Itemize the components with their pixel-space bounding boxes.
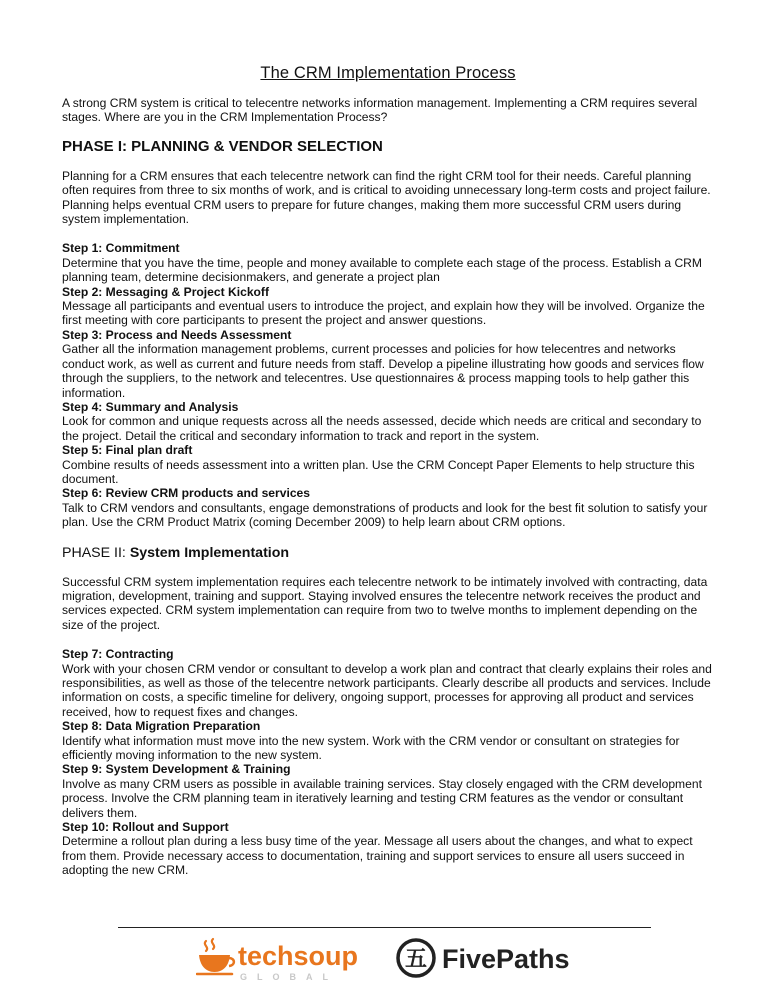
techsoup-sub-wordmark: GLOBAL [240, 972, 338, 982]
step-title: Step 10: Rollout and Support [62, 820, 229, 835]
fivepaths-wordmark: FivePaths [442, 944, 570, 974]
step-body: Identify what information must move into the new system. Work with the CRM vendor or consultant on strategies for efficiently moving information to the new system. [62, 733, 680, 763]
step-body: Work with your chosen CRM vendor or consultant to develop a work plan and contract that clearly explains their roles and responsibilities, as well as those of the telecentre network participants. Clearly describe all products and services. Include information on costs, a specific timeline for delivery, ongoing support, processes for approving all product and services received, how to request fixes and changes. [62, 661, 712, 719]
cup-icon [197, 939, 234, 974]
phase2-heading [62, 545, 714, 561]
step-body: Determine that you have the time, people and money available to complete each stage of the process. Establish a CRM planning team, determine decisionmakers, and generate a project plan [62, 255, 702, 285]
step-body: Talk to CRM vendors and consultants, engage demonstrations of products and look for the best fit solution to satisfy your plan. Use the CRM Product Matrix (coming December 2009) to help learn about CRM options. [62, 500, 708, 530]
fivepaths-emblem-icon [398, 940, 434, 976]
step-body: Message all participants and eventual users to introduce the project, and explain how they will be involved. Organize the first meeting with core participants to present the project and answer questions. [62, 299, 705, 328]
step-title: Step 8: Data Migration Preparation [62, 719, 261, 734]
step-body: Involve as many CRM users as possible in available training services. Stay closely engaged with the CRM development process. Involve the CRM planning team in iteratively learning and testing CRM features as the vendor or consultant delivers them. [62, 776, 702, 820]
step-body: Gather all the information management problems, current processes and policies for how telecentres and networks conduct work, as well as current and future needs from staff. Develop a pipeline illustrating how goods and services flow through the suppliers, to the network and telecentres. Use questionnaires & process mapping tools to help gather this information. [62, 342, 704, 400]
step-item [62, 400, 714, 443]
step-item [62, 443, 714, 486]
step-body: Combine results of needs assessment into a written plan. Use the CRM Concept Paper Elements to help structure this document. [62, 457, 695, 486]
step-item [62, 486, 714, 529]
techsoup-wordmark: techsoup [238, 941, 359, 971]
phase1-steps [62, 241, 714, 529]
techsoup-logo [196, 935, 386, 983]
footer-divider [118, 927, 651, 928]
step-title: Step 9: System Development & Training [62, 762, 291, 777]
phase2-heading-prefix: PHASE II: [62, 544, 130, 561]
step-title: Step 3: Process and Needs Assessment [62, 327, 292, 342]
spacer [62, 530, 714, 545]
document-title: The CRM Implementation Process [260, 64, 516, 82]
step-item [62, 762, 714, 820]
phase2-paragraph: Successful CRM system implementation requires each telecentre network to be intimately involved with contracting, data migration, development, training and support. Staying involved ensures the telecentre network receives the product and services expected. CRM system implementation can require from two to twelve months to implement depending on the size of the project. [62, 574, 708, 632]
document-body [62, 64, 714, 878]
step-item [62, 241, 714, 284]
phase1-paragraph: Planning for a CRM ensures that each telecentre network can find the right CRM tool for their needs. Careful planning often requires from three to six months of work, and is critical to avoiding unnecessary long-term costs and project failure. Planning helps eventual CRM users to prepare for future changes, making them more successful CRM users during system implementation. [62, 168, 711, 227]
step-item [62, 820, 714, 878]
step-body: Determine a rollout plan during a less busy time of the year. Message all users about the changes, and what to expect from them. Provide necessary access to documentation, training and support services to ensure all users succeed in adopting the new CRM. [62, 834, 693, 878]
phase2-heading-title: System Implementation [129, 544, 290, 561]
footer-logos [0, 933, 768, 985]
step-title: Step 2: Messaging & Project Kickoff [62, 284, 269, 299]
step-item [62, 328, 714, 400]
step-title: Step 7: Contracting [62, 647, 174, 662]
step-title: Step 4: Summary and Analysis [62, 399, 239, 414]
step-item [62, 719, 714, 762]
step-body: Look for common and unique requests across all the needs assessed, decide which needs are critical and secondary to the project. Detail the critical and secondary information to track and report in the system. [62, 414, 702, 443]
step-title: Step 6: Review CRM products and services [62, 486, 310, 501]
step-item [62, 285, 714, 328]
step-title: Step 1: Commitment [62, 241, 180, 256]
fivepaths-emblem-glyph: 五 [404, 947, 428, 972]
phase2-steps [62, 647, 714, 878]
phase1-heading: PHASE I: PLANNING & VENDOR SELECTION [62, 137, 383, 155]
intro-paragraph: A strong CRM system is critical to telecentre networks information management. Implementing a CRM requires several stages. Where are you in the CRM Implementation Process? [62, 96, 698, 125]
step-item [62, 647, 714, 719]
step-title: Step 5: Final plan draft [62, 443, 193, 458]
fivepaths-logo [396, 934, 586, 982]
